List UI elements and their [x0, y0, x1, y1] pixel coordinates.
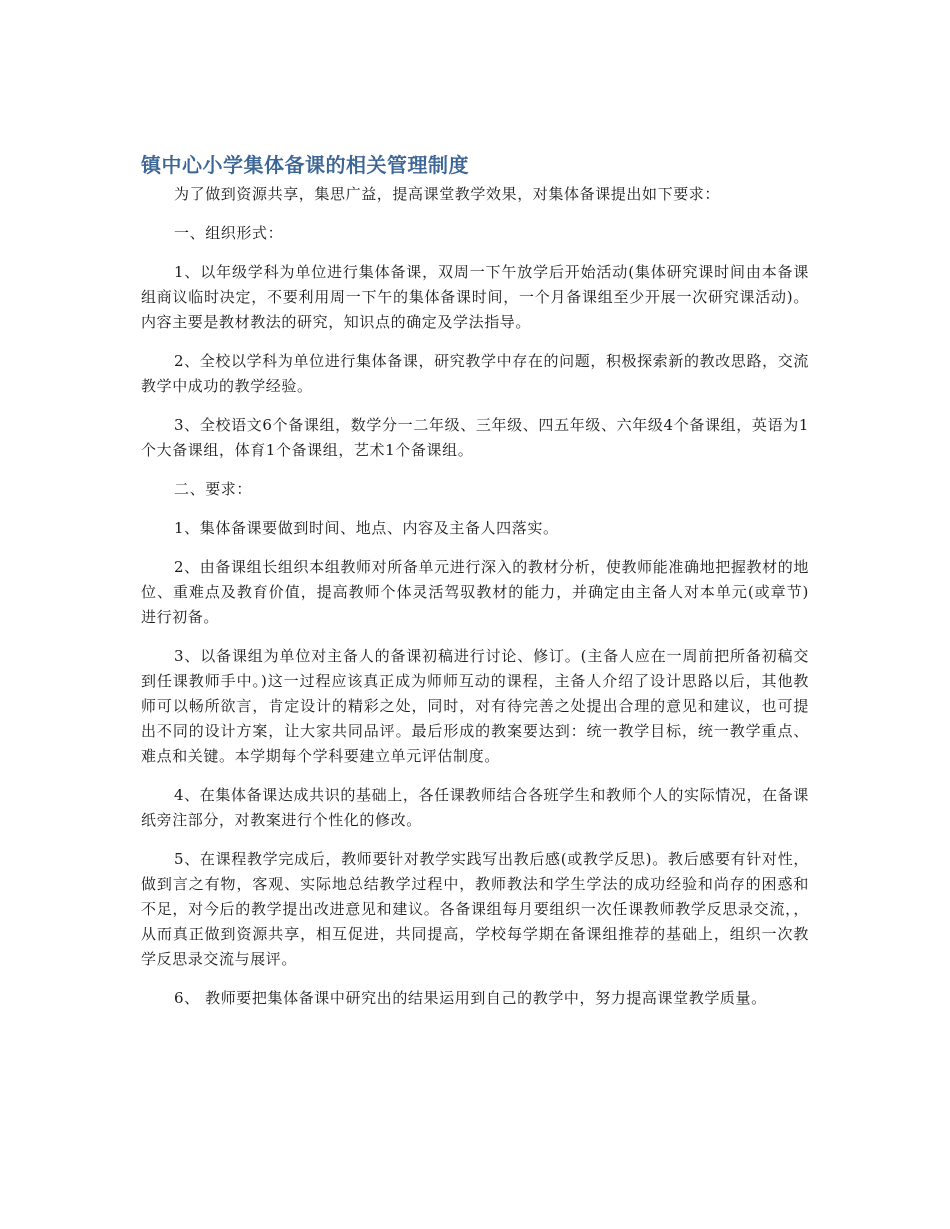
requirement-item: 4、在集体备课达成共识的基础上，各任课教师结合各班学生和教师个人的实际情况，在备课纸旁注部分，对教案进行个性化的修改。 — [141, 786, 809, 829]
intro-paragraph: 为了做到资源共享，集思广益，提高课堂教学效果，对集体备课提出如下要求： — [174, 185, 721, 203]
requirement-item: 6、 教师要把集体备课中研究出的结果运用到自己的教学中，努力提高课堂教学质量。 — [174, 989, 767, 1007]
section-heading-organization: 一、组织形式： — [174, 224, 284, 242]
requirement-item: 1、集体备课要做到时间、地点、内容及主备人四落实。 — [174, 519, 559, 537]
organization-item: 2、全校以学科为单位进行集体备课，研究教学中存在的问题，积极探索新的教改思路，交流教学中成功的教学经验。 — [141, 352, 809, 395]
document-page — [141, 150, 809, 1011]
organization-item: 3、全校语文6个备课组，数学分一二年级、三年级、四五年级、六年级4个备课组，英语为1个大备课组，体育1个备课组，艺术1个备课组。 — [141, 416, 809, 459]
requirement-item: 5、在课程教学完成后，教师要针对教学实践写出教后感(或教学反思)。教后感要有针对性，做到言之有物，客观、实际地总结教学过程中，教师教法和学生学法的成功经验和尚存的困惑和不足，对今后的教学提出改进意见和建议。各备课组每月要组织一次任课教师教学反思录交流，，从而真正做到资源共享，相互促进，共同提高，学校每学期在备课组推荐的基础上，组织一次教学反思录交流与展评。 — [141, 850, 809, 968]
requirement-item: 3、以备课组为单位对主备人的备课初稿进行讨论、修订。(主备人应在一周前把所备初稿交到任课教师手中。)这一过程应该真正成为师师互动的课程，主备人介绍了设计思路以后，其他教师可以畅所欲言，肯定设计的精彩之处，同时，对有待完善之处提出合理的意见和建议，也可提出不同的设计方案，让大家共同品评。最后形成的教案要达到：统一教学目标，统一教学重点、难点和关键。本学期每个学科要建立单元评估制度。 — [141, 647, 809, 765]
organization-item: 1、以年级学科为单位进行集体备课，双周一下午放学后开始活动(集体研究课时间由本备课组商议临时决定，不要利用周一下午的集体备课时间，一个月备课组至少开展一次研究课活动)。内容主要是教材教法的研究，知识点的确定及学法指导。 — [141, 263, 809, 331]
section-heading-requirements: 二、要求： — [174, 480, 253, 498]
requirement-item: 2、由备课组长组织本组教师对所备单元进行深入的教材分析，使教师能准确地把握教材的地位、重难点及教育价值，提高教师个体灵活驾驭教材的能力，并确定由主备人对本单元(或章节)进行初备。 — [141, 558, 809, 626]
document-title: 镇中心小学集体备课的相关管理制度 — [141, 153, 469, 177]
